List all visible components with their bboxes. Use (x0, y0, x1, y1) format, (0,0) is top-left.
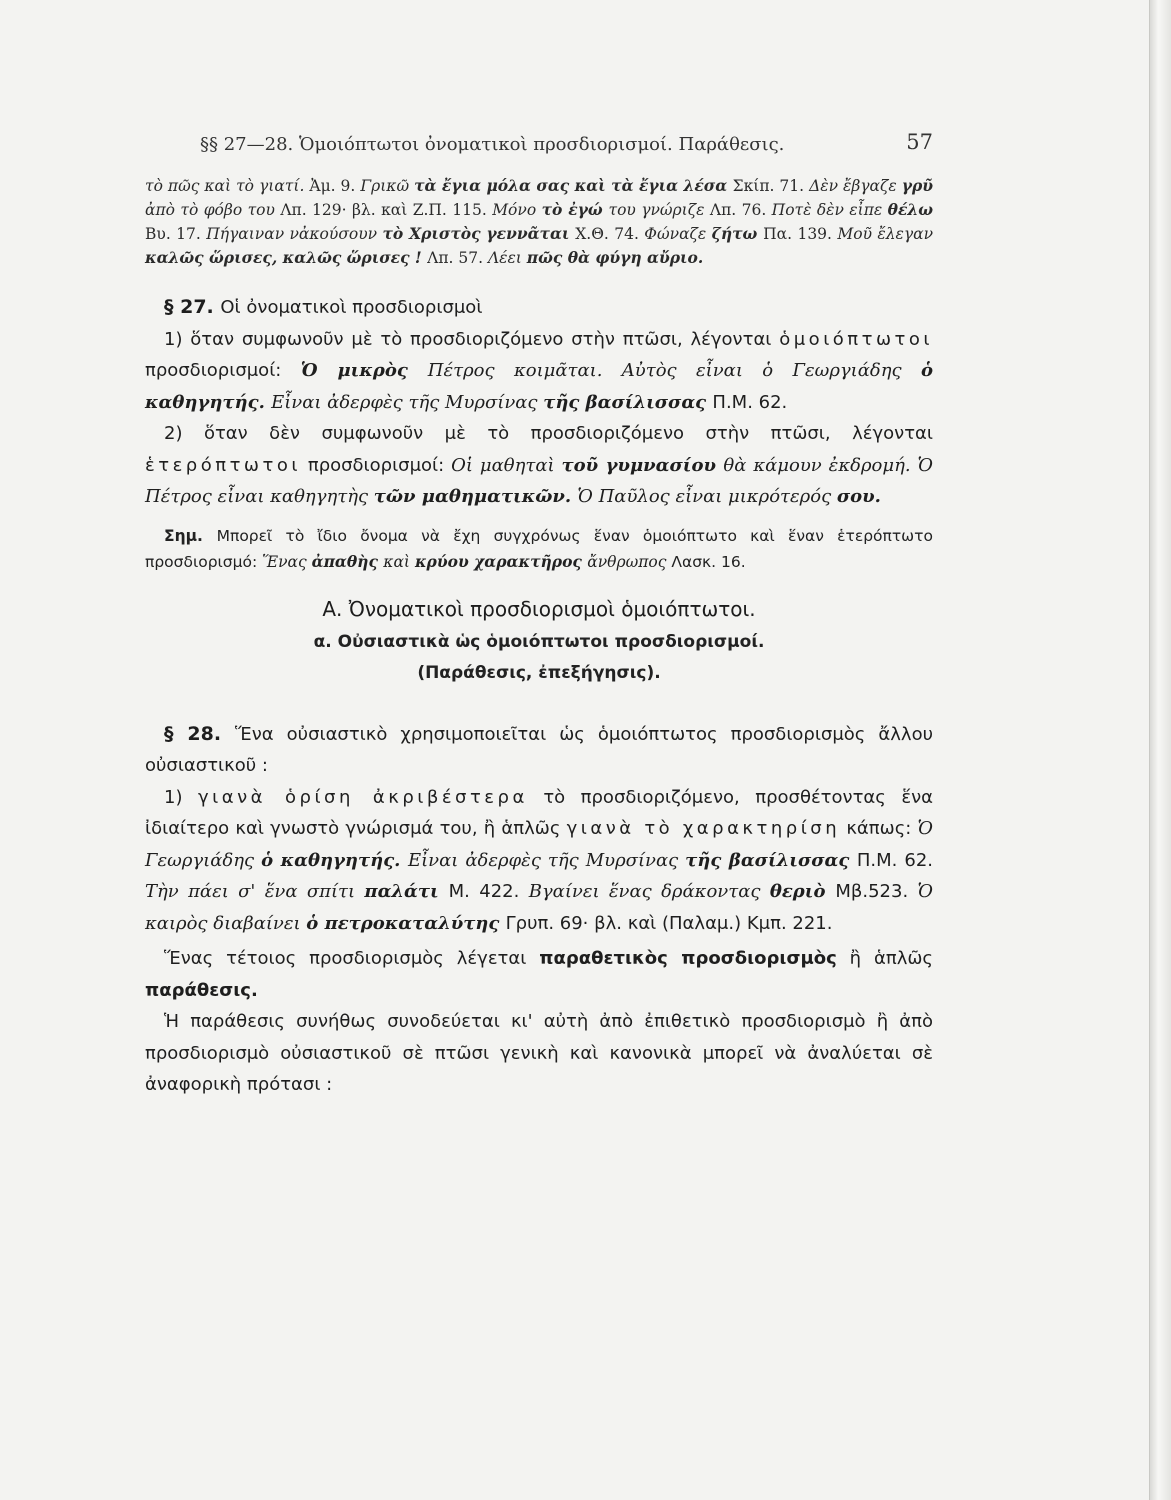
top-examples-run: θέλω (887, 200, 933, 219)
p27-1-run: ὁ καθηγητής. (145, 360, 933, 413)
p28-intro-run: Ἕνα οὐσιαστικὸ χρησιμοποιεῖται ὡς ὁμοιόπτωτος προσδιορισμὸς ἄλλου οὐσιαστικοῦ : (145, 723, 933, 776)
p27-1-run: Πέτρος κοιμᾶται. Αὐτὸς εἶναι ὁ Γεωργιάδης (427, 360, 921, 381)
section-27-intro (145, 292, 933, 324)
top-examples-run: τὰ ἔγια μόλα σας καὶ τὰ ἔγια λέσα (414, 176, 733, 195)
top-examples-run: ἀπὸ τὸ φόβο του (145, 201, 281, 219)
p27-2-run: σου. (836, 486, 881, 507)
p27-1-run: Ὁ μικρὸς (300, 360, 428, 381)
p27-2-run: τῶν μαθηματικῶν. (373, 486, 578, 507)
page-content (145, 128, 933, 1101)
p27-2-run: ἑτερόπτωτοι (145, 454, 301, 476)
p27-1-run: 1) ὅταν συμφωνοῦν μὲ τὸ προσδιοριζόμενο στὴν πτῶσι, λέγονται (164, 328, 780, 350)
p28-1-run: τῆς βασίλισσας (685, 849, 857, 871)
top-examples-run: Ἀμ. 9. (309, 177, 361, 195)
top-examples-run: Πήγαιναν νἀκούσουν (206, 225, 383, 243)
top-examples-run: Μόνο (492, 201, 542, 219)
top-examples-run: τὸ Χριστὸς γεννᾶται (382, 224, 576, 243)
top-examples-run: Πα. 139. (763, 225, 838, 243)
p28-1-run: Εἶναι ἀδερφὲς τῆς Μυρσίνας (407, 849, 686, 871)
page-number: 57 (906, 130, 933, 154)
top-examples-run: ζήτω (711, 224, 764, 243)
heading-a: Α. Ὀνοματικοὶ προσδιορισμοὶ ὁμοιόπτωτοι. (322, 596, 756, 621)
p27-intro-run: § 27. (164, 296, 221, 318)
p28-1-run: ὁ καθηγητής. (261, 849, 408, 871)
top-examples-run: Μοῦ ἔλεγαν (837, 225, 934, 243)
p28-1-run: θεριὸ (769, 881, 836, 902)
p28-1-run: παλάτι (364, 881, 449, 902)
section-28-last (145, 1006, 933, 1101)
p28-1-run: Μ. 422. (448, 881, 529, 902)
note-run: κρύου χαρακτῆρος (414, 551, 588, 571)
p28-intro-run: § 28. (164, 722, 235, 745)
note-run: καὶ (383, 552, 415, 571)
note-run: Λασκ. 16. (671, 552, 746, 571)
top-examples-run: Ποτὲ δὲν εἶπε (771, 201, 888, 219)
section-27-point-2 (145, 418, 933, 513)
p28-1-run: ὁ πετροκαταλύτης (306, 912, 506, 934)
p28-term-run: παραθετικὸς προσδιορισμὸς (539, 948, 837, 969)
note-run: ἄνθρωπος (587, 552, 672, 571)
p28-1-run: γιανὰ τὸ χαρακτηρίση (566, 818, 841, 839)
p28-1-run: Ὁ καιρὸς διαβαίνει (145, 881, 934, 934)
p28-1-run: Τὴν πάει σ' ἕνα σπίτι (145, 881, 365, 902)
top-examples-run: Βυ. 17. (145, 225, 207, 243)
p28-1-run: γιανὰ ὁρίση ἀκριβέστερα (197, 786, 528, 808)
top-examples-run: καλῶς ὥρισες, καλῶς ὥρισες ! (145, 248, 428, 267)
top-examples-run: Λπ. 129· βλ. καὶ Ζ.Π. 115. (280, 201, 493, 219)
p28-1-run: Ὁ Γεωργιάδης (145, 818, 934, 871)
section-28-term (145, 943, 933, 1006)
p27-2-run: θὰ κάμουν ἐκδρομή. Ὁ Πέτρος εἶναι καθηγητὴς (145, 454, 933, 507)
p28-term-run: Ἕνας τέτοιος προσδιορισμὸς λέγεται (164, 948, 540, 969)
p28-1-run: Βγαίνει ἕνας δράκοντας (528, 881, 770, 902)
note-run: ἀπαθὴς (311, 551, 384, 571)
top-examples-run: Φώναζε (644, 225, 712, 243)
note (145, 523, 933, 575)
p27-2-run: Ὁ Παῦλος εἶναι μικρότερός (577, 486, 837, 507)
top-examples-run: Λέει (487, 249, 527, 267)
p27-1-run: Π.Μ. 62. (712, 391, 788, 413)
p28-1-run: Π.Μ. 62. (856, 849, 933, 871)
page-header (145, 128, 933, 164)
p28-1-run: Μβ.523. (835, 881, 918, 902)
p28-1-run: 1) (164, 786, 198, 808)
top-examples-run: Λπ. 76. (709, 201, 772, 219)
p27-1-run: προσδιορισμοί: (145, 360, 301, 381)
p27-1-run: τῆς βασίλισσας (543, 391, 713, 413)
top-examples-run: Χ.Θ. 74. (575, 225, 645, 243)
note-run: Ἕνας (262, 552, 312, 571)
p28-last-run: Ἡ παράθεσις συνήθως συνοδεύεται κι' αὐτὴ ἀπὸ ἐπιθετικὸ προσδιορισμὸ ἢ ἀπὸ προσδιορισμὸ οὐσιαστικοῦ σὲ πτῶσι γενικὴ καὶ κανονικὰ μπορεῖ νὰ ἀναλύεται σὲ ἀναφορικὴ πρότασι : (145, 1011, 933, 1095)
p28-1-run: κάπως: (840, 818, 918, 839)
top-examples-run: τὸ ἐγώ (541, 200, 609, 219)
p28-term-run: παράθεσις. (145, 979, 258, 1001)
top-examples-run: του γνώριζε (608, 201, 710, 219)
book-page-edge (1149, 0, 1171, 1500)
section-28-intro (145, 719, 933, 782)
note-run: Σημ. (164, 526, 217, 545)
p27-2-run: Οἱ μαθηταὶ (451, 454, 562, 476)
top-examples-run: Σκίπ. 71. (732, 177, 810, 195)
top-examples-run: τὸ πῶς καὶ τὸ γιατί. (145, 177, 310, 195)
heading-alpha: α. Οὐσιαστικὰ ὡς ὁμοιόπτωτοι προσδιορισμοί. (313, 631, 765, 652)
section-28-point-1 (145, 782, 933, 940)
top-examples-run: γρῦ (901, 176, 934, 195)
running-head: §§ 27—28. Ὁμοιόπτωτοι ὀνοματικοὶ προσδιορισμοί. Παράθεσις. (200, 134, 785, 155)
p27-2-run: 2) ὅταν δὲν συμφωνοῦν μὲ τὸ προσδιοριζόμενο στὴν πτῶσι, λέγονται (164, 423, 933, 444)
top-examples-run: πῶς θὰ φύγη αὔριο. (526, 248, 704, 267)
p27-intro-run: Οἱ ὀνοματικοὶ προσδιορισμοὶ (220, 297, 483, 318)
p27-1-run: Εἶναι ἀδερφὲς τῆς Μυρσίνας (271, 391, 544, 413)
top-examples-run: Δὲν ἔβγαζε (809, 177, 902, 195)
top-examples-run: Λπ. 57. (427, 249, 488, 267)
top-examples (145, 174, 933, 270)
p27-1-run: ὁμοιόπτωτοι (779, 328, 933, 350)
p27-2-run: προσδιορισμοί: (300, 454, 452, 476)
p28-1-run: τὸ προσδιοριζόμενο, προσθέτοντας ἕνα ἰδιαίτερο καὶ γνωστὸ γνώρισμά του, ἢ ἁπλῶς (145, 786, 933, 839)
section-27-point-1 (145, 324, 933, 419)
note-run: Μπορεῖ τὸ ἴδιο ὄνομα νὰ ἔχη συγχρόνως ἕναν ὁμοιόπτωτο καὶ ἕναν ἑτερόπτωτο προσδιορισμό: (145, 526, 933, 571)
p28-term-run: ἢ ἁπλῶς (836, 948, 933, 969)
p28-1-run: Γρυπ. 69· βλ. καὶ (Παλαμ.) Κμπ. 221. (505, 912, 833, 934)
top-examples-run: Γρικῶ (360, 177, 415, 195)
p27-2-run: τοῦ γυμνασίου (561, 454, 724, 476)
heading-paren: (Παράθεσις, ἐπεξήγησις). (417, 662, 661, 683)
